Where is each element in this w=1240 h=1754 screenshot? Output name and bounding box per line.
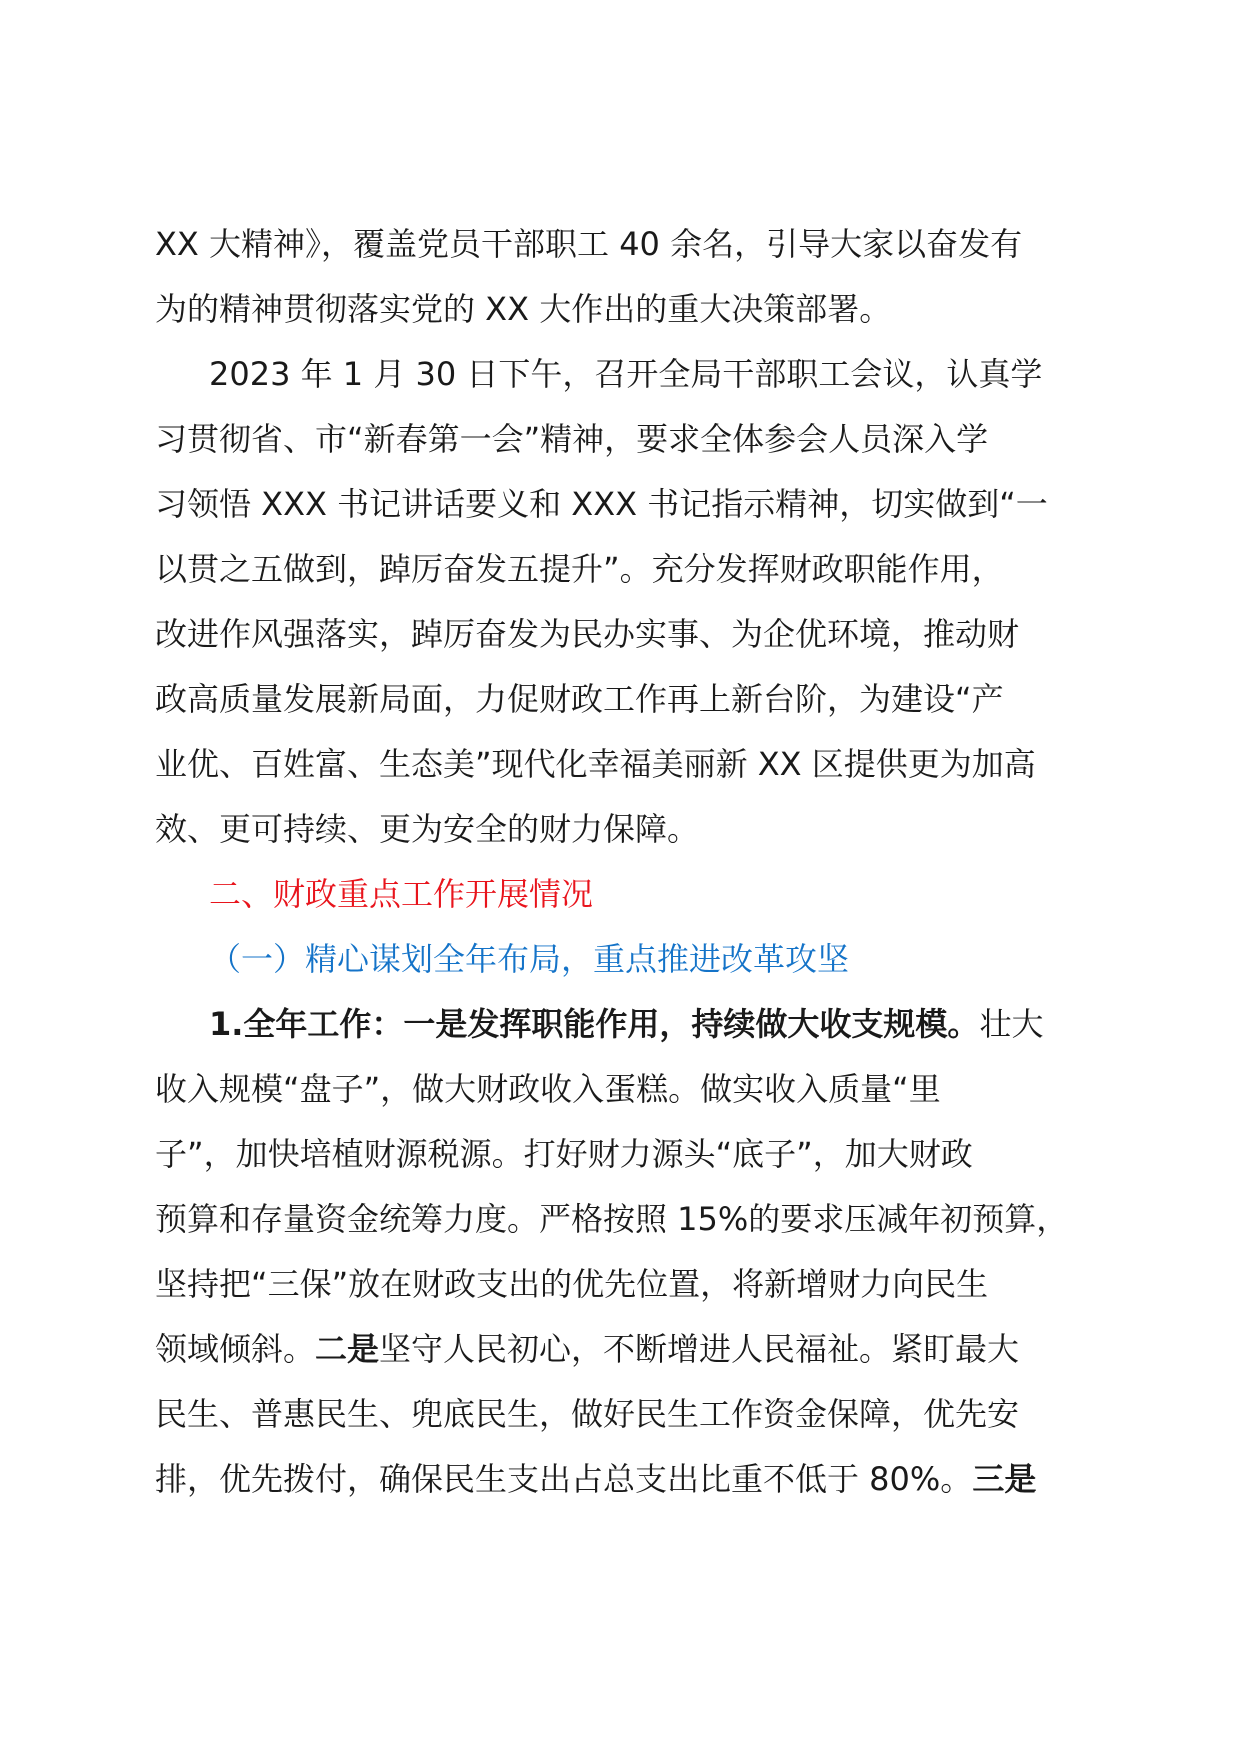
text-line: 习贯彻省、市“新春第一会”精神，要求全体参会人员深入学 — [155, 420, 989, 458]
text-run: 坚守人民初心，不断增进人民福祉。紧盯最大 — [379, 1330, 1020, 1368]
text-line: 民生、普惠民生、兜底民生，做好民生工作资金保障，优先安 — [155, 1395, 1020, 1433]
text-line: 习领悟 XXX 书记讲话要义和 XXX 书记指示精神，切实做到“一 — [155, 485, 1048, 523]
text-run: 领域倾斜。 — [155, 1330, 316, 1368]
intro-paragraph — [155, 212, 1095, 342]
section-heading — [155, 862, 1095, 927]
text-line: XX 大精神》，覆盖党员干部职工 40 余名，引导大家以奋发有 — [155, 225, 1023, 263]
text-run: 壮大 — [979, 1005, 1044, 1043]
text-line: 收入规模“盘子”，做大财政收入蛋糕。做实收入质量“里 — [155, 1070, 941, 1108]
text-line: 以贯之五做到，踔厉奋发五提升”。充分发挥财政职能作用， — [155, 550, 1004, 588]
text-line — [155, 1317, 1095, 1382]
bold-lead: 1.全年工作：一是发挥职能作用，持续做大收支规模。 — [209, 1005, 980, 1043]
text-run: 排，优先拨付，确保民生支出占总支出比重不低于 80%。 — [155, 1460, 973, 1498]
text-line: 业优、百姓富、生态美”现代化幸福美丽新 XX 区提供更为加高 — [155, 745, 1036, 783]
meeting-paragraph — [155, 342, 1095, 862]
subsection-heading — [155, 927, 1095, 992]
text-line — [155, 1447, 1095, 1512]
bold-marker: 二是 — [315, 1330, 380, 1368]
text-line: 子”，加快培植财源税源。打好财力源头“底子”，加大财政 — [155, 1135, 973, 1173]
section-heading-text: 二、财政重点工作开展情况 — [209, 875, 594, 913]
text-line: 政高质量发展新局面，力促财政工作再上新台阶，为建设“产 — [155, 680, 1004, 718]
text-line: 坚持把“三保”放在财政支出的优先位置，将新增财力向民生 — [155, 1265, 989, 1303]
text-line — [155, 992, 1095, 1057]
text-line: 改进作风强落实，踔厉奋发为民办实事、为企优环境，推动财 — [155, 615, 1020, 653]
document-body — [155, 212, 1095, 1512]
text-line: 效、更可持续、更为安全的财力保障。 — [155, 810, 700, 848]
text-line: 预算和存量资金统筹力度。严格按照 15%的要求压减年初预算， — [155, 1200, 1069, 1238]
text-line: 为的精神贯彻落实党的 XX 大作出的重大决策部署。 — [155, 290, 892, 328]
subsection-heading-text: （一）精心谋划全年布局，重点推进改革攻坚 — [209, 940, 850, 978]
bold-marker: 三是 — [972, 1460, 1037, 1498]
text-line: 2023 年 1 月 30 日下午，召开全局干部职工会议，认真学 — [209, 355, 1043, 393]
work-paragraph — [155, 992, 1095, 1512]
